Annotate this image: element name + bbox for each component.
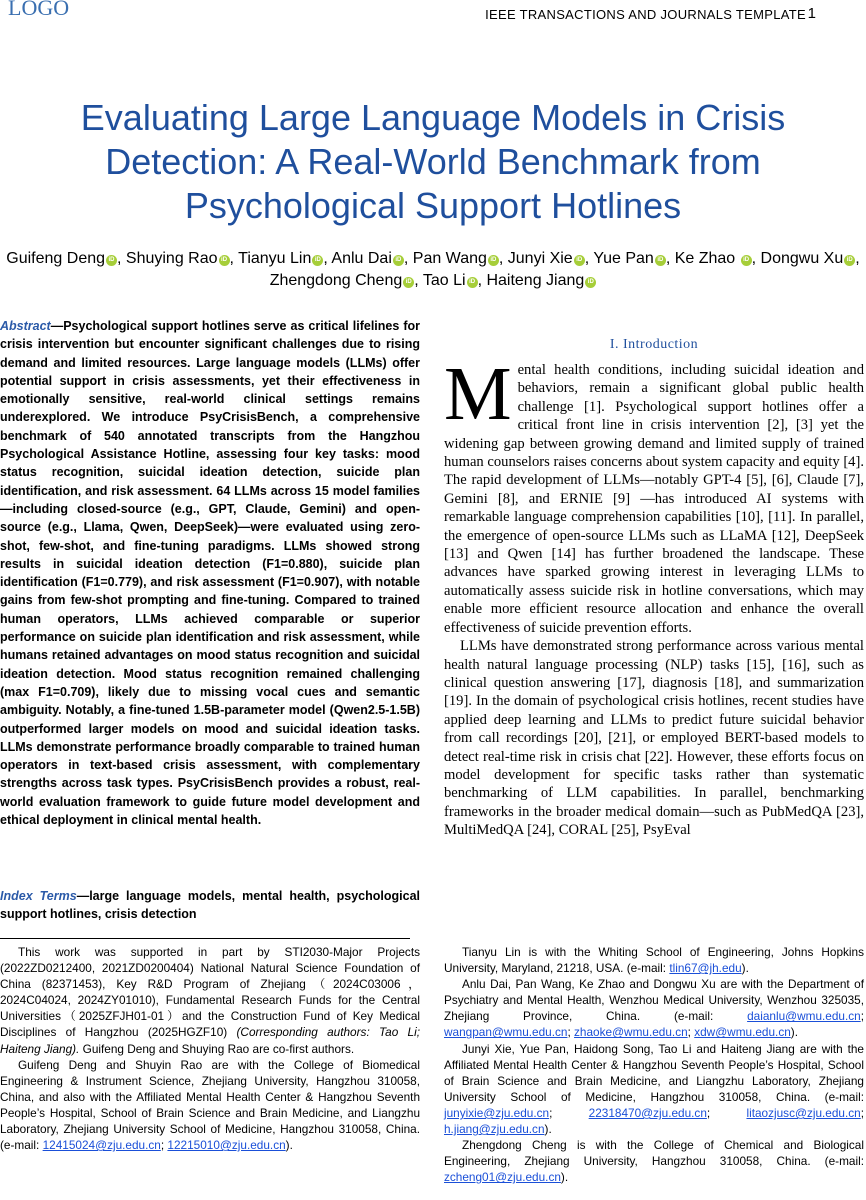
footnote-rule bbox=[0, 938, 410, 939]
author-name: Shuying Rao bbox=[125, 250, 218, 267]
orcid-icon[interactable]: iD bbox=[312, 255, 323, 266]
affiliation-note: Junyi Xie, Yue Pan, Haidong Song, Tao Li and Haiteng Jiang are with the Affiliated Mental Health Center & Hangzhou Seventh People’s Hospital, School of Brain Science and Brain Medicine, and Liangzhu Laboratory, Zhejiang University School of Medicine, Hangzhou 310058, China. (e-mail: junyixie@zju.edu.cn; 22318470@zju.edu.cn; litaozjusc@zju.edu.cn; h.jiang@zju.edu.cn). bbox=[444, 1041, 865, 1137]
index-terms: Index Terms—large language models, mental health, psychological support hotlines, crisis detection bbox=[0, 889, 420, 922]
author-name: Yue Pan bbox=[593, 250, 654, 267]
affiliation-text: Zhengdong Cheng is with the College of Chemical and Biological Engineering, Zhejiang University, Hangzhou 310058, China. (e-mail: bbox=[444, 1138, 864, 1169]
email-link[interactable]: 12415024@zju.edu.cn bbox=[42, 1138, 161, 1153]
orcid-icon[interactable]: iD bbox=[106, 255, 117, 266]
email-link[interactable]: daianlu@wmu.edu.cn bbox=[747, 1009, 861, 1024]
index-terms-text: large language models, mental health, psychological support hotlines, crisis detection bbox=[0, 889, 420, 922]
author-name: Haiteng Jiang bbox=[486, 272, 585, 289]
author-name: Tianyu Lin bbox=[238, 250, 312, 267]
orcid-icon[interactable]: iD bbox=[844, 255, 855, 266]
drop-cap: M bbox=[444, 352, 512, 436]
index-terms-label: Index Terms bbox=[0, 889, 77, 903]
author-list: Guifeng Deng iD , Shuying Rao iD , Tianyu Lin iD , Anlu Dai iD , Pan Wang iD , Junyi Xie iD , Yue Pan iD , Ke Zhao iD , Dongwu Xu iD , Zhengdong Cheng iD , Tao Li iD , Haiteng Jiang iD bbox=[6, 250, 860, 289]
orcid-icon[interactable]: iD bbox=[655, 255, 666, 266]
section-heading-introduction: I. Introduction bbox=[609, 337, 699, 352]
page-number: 1 bbox=[807, 5, 816, 22]
intro-paragraph bbox=[444, 352, 864, 637]
email-link[interactable]: litaozjusc@zju.edu.cn bbox=[746, 1105, 861, 1120]
author-name: Anlu Dai bbox=[331, 250, 392, 267]
author-name: Zhengdong Cheng bbox=[269, 272, 403, 289]
funding-text: This work was supported in part by STI2030-Major Projects (2022ZD0212400, 2021ZD0200404) National Natural Science Foundation of China (82371453), Key R&D Program of Zhejiang（2024C03006，2024C04024, 2024ZY01010), Fundamental Research Funds for the Central Universities（2025ZFJH01-01）and the Construction Fund of Key Medical Disciplines of Hangzhou (2025HGZF10) bbox=[0, 945, 420, 1040]
affiliation-text: Junyi Xie, Yue Pan, Haidong Song, Tao Li and Haiteng Jiang are with the Affiliated Mental Health Center & Hangzhou Seventh People’s Hospital, School of Brain Science and Brain Medicine, and Liangzhu Laboratory, Zhejiang University School of Medicine, Hangzhou 310058, China. (e-mail: bbox=[444, 1041, 864, 1104]
orcid-icon[interactable]: iD bbox=[488, 255, 499, 266]
email-link[interactable]: junyixie@zju.edu.cn bbox=[444, 1105, 550, 1120]
email-link[interactable]: zhaoke@wmu.edu.cn bbox=[574, 1025, 688, 1040]
affiliation-note: Anlu Dai, Pan Wang, Ke Zhao and Dongwu Xu are with the Department of Psychiatry and Mental Health, Wenzhou Medical University, Wenzhou 325035, Zhejiang Province, China. (e-mail: daianlu@wmu.edu.cn; wangpan@wmu.edu.cn; zhaoke@wmu.edu.cn; xdw@wmu.edu.cn). bbox=[444, 977, 865, 1040]
email-link[interactable]: xdw@wmu.edu.cn bbox=[694, 1025, 791, 1040]
email-link[interactable]: zcheng01@zju.edu.cn bbox=[444, 1170, 561, 1185]
footnotes-right bbox=[444, 944, 864, 1185]
corresponding-authors: (Corresponding authors: Tao Li; Haiteng Jiang). bbox=[0, 1025, 420, 1056]
author-name: Junyi Xie bbox=[507, 250, 573, 267]
orcid-icon[interactable]: iD bbox=[741, 255, 752, 266]
introduction-body bbox=[444, 352, 864, 840]
orcid-icon[interactable]: iD bbox=[219, 255, 230, 266]
author-name: Tao Li bbox=[422, 272, 466, 289]
author-name: Guifeng Deng bbox=[6, 250, 106, 267]
abstract: Abstract—Psychological support hotlines serve as critical lifelines for crisis intervention but encounter significant challenges due to rising demand and limited resources. Large language models (LLMs) offer potential support in crisis assessments, yet their effectiveness in emotionally sensitive, real-world clinical settings remains underexplored. We introduce PsyCrisisBench, a comprehensive benchmark of 540 annotated transcripts from the Hangzhou Psychological Assistance Hotline, assessing four key tasks: mood status recognition, suicidal ideation detection, suicide plan identification, and risk assessment. 64 LLMs across 15 model families—including closed-source (e.g., GPT, Claude, Gemini) and open-source (e.g., Llama, Qwen, DeepSeek)—were evaluated using zero-shot, few-shot, and fine-tuning paradigms. LLMs showed strong results in suicidal ideation detection (F1=0.880), suicide plan identification (F1=0.779), and risk assessment (F1=0.907), with notable gains from few-shot prompting and fine-tuning. Compared to trained human operators, LLMs achieved comparable or superior performance on suicide plan identification and risk assessment, while humans retained advantages on mood status recognition and suicidal ideation detection. Mood status recognition remained challenging (max F1=0.709), likely due to missing vocal cues and semantic ambiguity. Notably, a fine-tuned 1.5B-parameter model (Qwen2.5-1.5B) outperformed larger models on mood and suicidal ideation tasks. LLMs demonstrate performance broadly comparable to trained human operators in text-based crisis assessment, with complementary strengths across task types. PsyCrisisBench provides a robust, real-world evaluation framework to guide future model development and ethical deployment in clinical mental health. bbox=[0, 319, 420, 828]
footnotes-left bbox=[0, 944, 420, 1153]
journal-logo: LOGO bbox=[8, 0, 70, 20]
funding-note bbox=[0, 944, 420, 1057]
paper-title: Evaluating Large Language Models in Crisis Detection: A Real-World Benchmark from Psychological Support Hotlines bbox=[80, 97, 786, 226]
email-link[interactable]: wangpan@wmu.edu.cn bbox=[444, 1025, 568, 1040]
author-name: Dongwu Xu bbox=[760, 250, 844, 267]
intro-paragraph-1-text: ental health conditions, including suicidal ideation and behaviors, remain a significant global public health challenge [1]. Psychological support hotlines offer a critical front line in crisis intervention [2], [3] yet the widening gap between growing demand and limited supply of trained human counselors raises concerns about system capacity and equity [4]. The rapid development of LLMs—notably GPT-4 [5], [6], Claude [7], Gemini [8], and ERNIE [9] —has introduced AI systems with remarkable language comprehension capabilities [10], [11]. In parallel, the emergence of open-source LLMs such as LLaMA [12], DeepSeek [13] and Qwen [14] has further broadened the landscape. These advances have sparked growing interest in leveraging LLMs to automatically assess suicide risk in hotline conversations, which may enable more efficient resource allocation and enhance the overall effectiveness of suicide prevention efforts. bbox=[444, 362, 864, 636]
affiliation-note: Guifeng Deng and Shuyin Rao are with the College of Biomedical Engineering & Instrument Science, Zhejiang University, Hangzhou 310058, China, and also with the Affiliated Mental Health Center & Hangzhou Seventh People’s Hospital, School of Brain Science and Brain Medicine, and Liangzhu Laboratory, Zhejiang University School of Medicine, Hangzhou 310058, China. (e-mail: 12415024@zju.edu.cn; 12215010@zju.edu.cn). bbox=[0, 1057, 420, 1153]
affiliation-text: Guifeng Deng and Shuyin Rao are with the College of Biomedical Engineering & Instrument Science, Zhejiang University, Hangzhou 310058, China, and also with the Affiliated Mental Health Center & Hangzhou Seventh People’s Hospital, School of Brain Science and Brain Medicine, and Liangzhu Laboratory, Zhejiang University School of Medicine, Hangzhou 310058, China. (e-mail: bbox=[0, 1057, 420, 1153]
abstract-label: Abstract bbox=[0, 319, 51, 333]
orcid-icon[interactable]: iD bbox=[585, 277, 596, 288]
email-link[interactable]: h.jiang@zju.edu.cn bbox=[444, 1122, 545, 1137]
affiliation-note: Tianyu Lin is with the Whiting School of Engineering, Johns Hopkins University, Maryland, 21218, USA. (e-mail: tlin67@jh.edu). bbox=[444, 945, 864, 976]
abstract-text: Psychological support hotlines serve as critical lifelines for crisis intervention but encounter significant challenges due to rising demand and limited resources. Large language models (LLMs) offer potential support in crisis assessments, yet their effectiveness in emotionally sensitive, real-world clinical settings remains underexplored. We introduce PsyCrisisBench, a comprehensive benchmark of 540 annotated transcripts from the Hangzhou Psychological Assistance Hotline, assessing four key tasks: mood status recognition, suicidal ideation detection, suicide plan identification, and risk assessment. 64 LLMs across 15 model families—including closed-source (e.g., GPT, Claude, Gemini) and open-source (e.g., Llama, Qwen, DeepSeek)—were evaluated using zero-shot, few-shot, and fine-tuning paradigms. LLMs showed strong results in suicidal ideation detection (F1=0.880), suicide plan identification (F1=0.779), and risk assessment (F1=0.907), with notable gains from few-shot prompting and fine-tuning. Compared to trained human operators, LLMs achieved comparable or superior performance on suicide plan identification and risk assessment, while humans retained advantages on mood status recognition and suicidal ideation detection. Mood status recognition remained challenging (max F1=0.709), likely due to missing vocal cues and semantic ambiguity. Notably, a fine-tuned 1.5B-parameter model (Qwen2.5-1.5B) outperformed larger models on mood and suicidal ideation tasks. LLMs demonstrate performance broadly comparable to trained human operators in text-based crisis assessment, with complementary strengths across task types. PsyCrisisBench provides a robust, real-world evaluation framework to guide future model development and ethical deployment in clinical mental health. bbox=[0, 319, 420, 828]
email-link[interactable]: 12215010@zju.edu.cn bbox=[167, 1138, 286, 1153]
orcid-icon[interactable]: iD bbox=[403, 277, 414, 288]
orcid-icon[interactable]: iD bbox=[574, 255, 585, 266]
running-title: IEEE TRANSACTIONS AND JOURNALS TEMPLATE bbox=[485, 7, 806, 22]
co-first-note: Guifeng Deng and Shuying Rao are co-first authors. bbox=[82, 1041, 355, 1056]
author-name: Pan Wang bbox=[412, 250, 487, 267]
affiliation-note: Zhengdong Cheng is with the College of Chemical and Biological Engineering, Zhejiang University, Hangzhou 310058, China. (e-mail: zcheng01@zju.edu.cn). bbox=[444, 1138, 864, 1185]
email-link[interactable]: tlin67@jh.edu bbox=[669, 961, 742, 976]
email-link[interactable]: 22318470@zju.edu.cn bbox=[588, 1105, 707, 1120]
affiliation-text: Anlu Dai, Pan Wang, Ke Zhao and Dongwu Xu are with the Department of Psychiatry and Mental Health, Wenzhou Medical University, Wenzhou 325035, Zhejiang Province, China. (e-mail: bbox=[444, 977, 864, 1024]
orcid-icon[interactable]: iD bbox=[467, 277, 478, 288]
orcid-icon[interactable]: iD bbox=[393, 255, 404, 266]
author-name: Ke Zhao bbox=[674, 250, 736, 267]
affiliation-text: Tianyu Lin is with the Whiting School of Engineering, Johns Hopkins University, Maryland, 21218, USA. (e-mail: bbox=[444, 945, 864, 976]
intro-paragraph-2: LLMs have demonstrated strong performance across various mental health natural language processing (NLP) tasks [15], [16], such as clinical question answering [17], diagnosis [18], and summarization [19]. In the domain of psychological crisis hotlines, recent studies have applied deep learning and LLMs to predict future suicidal behavior from call recordings [20], [21], or employed BERT-based models to detect real-time risk in crisis chat [22]. However, these efforts focus on model development for specific tasks rather than systematic benchmarking of LLM capabilities. In parallel, benchmarking frameworks in the broader medical domain—such as PubMedQA [23], MultiMedQA [24], CORAL [25], PsyEval bbox=[444, 638, 864, 839]
